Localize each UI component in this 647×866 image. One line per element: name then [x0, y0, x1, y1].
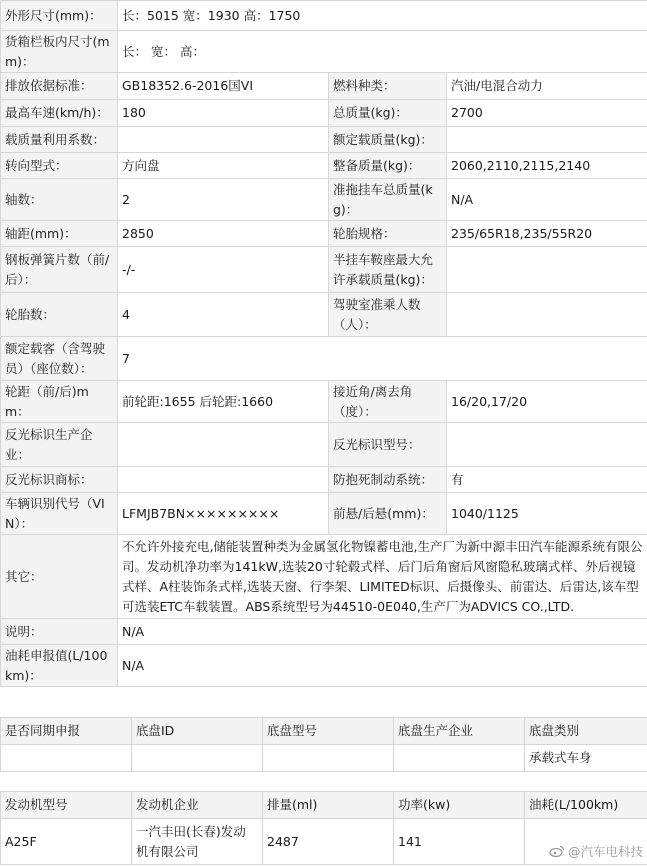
value-tire-count: 4: [118, 293, 329, 337]
chassis-table: [0, 717, 647, 772]
value-dimensions: 长：5015 宽：1930 高：1750: [118, 1, 647, 31]
label-steering: 转向型式：: [1, 153, 118, 179]
value-overhang: 1040/1125: [447, 493, 647, 535]
spec-row: [1, 247, 647, 293]
label-note: 说明：: [1, 619, 118, 645]
spec-row: [1, 179, 647, 221]
label-reflector-model: 反光标识型号：: [329, 423, 447, 467]
value-rated-load: [447, 127, 647, 153]
label-reflector-brand: 反光标识商标：: [1, 467, 118, 493]
value-emission: GB18352.6-2016国VI: [118, 73, 329, 100]
label-track: 轮距（前/后)mm：: [1, 381, 118, 423]
engine-header-displacement: 排量(ml): [263, 792, 394, 819]
engine-cell-maker: 一汽丰田(长春)发动机有限公司: [132, 819, 263, 865]
value-reflector-maker: [118, 423, 329, 467]
weibo-logo-icon: [549, 845, 565, 857]
value-fuel-type: 汽油/电混合动力: [447, 73, 647, 100]
value-trailer-mass: N/A: [447, 179, 647, 221]
value-track: 前轮距:1655 后轮距:1660: [118, 381, 329, 423]
label-overhang: 前悬/后悬(mm)：: [329, 493, 447, 535]
chassis-header-type: 底盘类别: [525, 718, 647, 745]
spec-row: [1, 153, 647, 179]
value-steering: 方向盘: [118, 153, 329, 179]
spec-row: [1, 127, 647, 153]
label-wheelbase: 轴距(mm)：: [1, 221, 118, 247]
label-approach-angle: 接近角/离去角（度）：: [329, 381, 447, 423]
value-fuel-consumption: N/A: [118, 645, 647, 687]
table-row: [1, 745, 647, 772]
spec-row: [1, 293, 647, 337]
spec-row: [1, 381, 647, 423]
engine-cell-power: 141: [394, 819, 525, 865]
value-cab-passengers: [447, 293, 647, 337]
label-vin: 车辆识别代号（VIN）：: [1, 493, 118, 535]
value-approach-angle: 16/20,17/20: [447, 381, 647, 423]
label-axles: 轴数：: [1, 179, 118, 221]
label-curb-mass: 整备质量(kg)：: [329, 153, 447, 179]
spec-row: [1, 493, 647, 535]
spec-row: [1, 73, 647, 100]
value-vin: LFMJB7BN×××××××××: [118, 493, 329, 535]
engine-header-row: [1, 792, 647, 819]
engine-header-maker: 发动机企业: [132, 792, 263, 819]
label-rated-load: 额定载质量(kg)：: [329, 127, 447, 153]
chassis-cell-model: [263, 745, 394, 772]
value-saddle-load: [447, 247, 647, 293]
spec-row: [1, 535, 647, 619]
label-seats: 额定载客（含驾驶员）（座位数）：: [1, 337, 118, 381]
engine-header-power: 功率(kw): [394, 792, 525, 819]
value-total-mass: 2700: [447, 100, 647, 127]
label-cargo-box: 货箱栏板内尺寸(mm)：: [1, 31, 118, 73]
value-seats: 7: [118, 337, 647, 381]
value-leaf-springs: -/-: [118, 247, 329, 293]
engine-header-model: 发动机型号: [1, 792, 132, 819]
value-max-speed: 180: [118, 100, 329, 127]
label-saddle-load: 半挂车鞍座最大允许承载质量(kg)：: [329, 247, 447, 293]
spec-row: [1, 645, 647, 687]
chassis-header-id: 底盘ID: [132, 718, 263, 745]
engine-cell-model: A25F: [1, 819, 132, 865]
label-dimensions: 外形尺寸(mm)：: [1, 1, 118, 31]
label-reflector-maker: 反光标识生产企业：: [1, 423, 118, 467]
engine-cell-displacement: 2487: [263, 819, 394, 865]
label-fuel-consumption: 油耗申报值(L/100km)：: [1, 645, 118, 687]
label-cab-passengers: 驾驶室准乘人数（人）：: [329, 293, 447, 337]
label-total-mass: 总质量(kg)：: [329, 100, 447, 127]
label-other: 其它：: [1, 535, 118, 619]
spec-row: [1, 1, 647, 31]
value-load-factor: [118, 127, 329, 153]
label-leaf-springs: 钢板弹簧片数（前/后）：: [1, 247, 118, 293]
chassis-header-maker: 底盘生产企业: [394, 718, 525, 745]
value-wheelbase: 2850: [118, 221, 329, 247]
value-other: 不允许外接充电,储能装置种类为金属氢化物镍蓄电池,生产厂为新中源丰田汽车能源系统有限公司。发动机净功率为141kW,选装20寸轮毂式样、后门后角窗后风窗隐私玻璃式样、外后视镜式样、A柱装饰条式样,选装天窗、行李架、LIMITED标识、后摄像头、前雷达、后雷达,该车型可选装ETC车载装置。ABS系统型号为44510-0E040,生产厂为ADVICS CO.,LTD.: [118, 535, 647, 619]
chassis-cell-sync: [1, 745, 132, 772]
chassis-header-sync: 是否同期申报: [1, 718, 132, 745]
value-tire-spec: 235/65R18,235/55R20: [447, 221, 647, 247]
label-emission: 排放依据标准：: [1, 73, 118, 100]
chassis-header-row: [1, 718, 647, 745]
value-cargo-box: 长： 宽： 高：: [118, 31, 647, 73]
label-tire-count: 轮胎数：: [1, 293, 118, 337]
label-abs: 防抱死制动系统：: [329, 467, 447, 493]
engine-header-consumption: 油耗(L/100km): [525, 792, 647, 819]
value-reflector-brand: [118, 467, 329, 493]
chassis-header-model: 底盘型号: [263, 718, 394, 745]
chassis-cell-maker: [394, 745, 525, 772]
value-reflector-model: [447, 423, 647, 467]
watermark: [549, 842, 643, 860]
label-trailer-mass: 准拖挂车总质量(kg)：: [329, 179, 447, 221]
label-tire-spec: 轮胎规格：: [329, 221, 447, 247]
spec-row: [1, 423, 647, 467]
spec-row: [1, 467, 647, 493]
spec-row: [1, 337, 647, 381]
chassis-cell-type: 承载式车身: [525, 745, 647, 772]
label-fuel-type: 燃料种类：: [329, 73, 447, 100]
spec-row: [1, 619, 647, 645]
spec-row: [1, 100, 647, 127]
value-note: N/A: [118, 619, 647, 645]
chassis-cell-id: [132, 745, 263, 772]
spec-row: [1, 31, 647, 73]
spec-row: [1, 221, 647, 247]
label-max-speed: 最高车速(km/h)：: [1, 100, 118, 127]
watermark-text: @汽车电科技: [567, 844, 643, 859]
label-load-factor: 载质量利用系数：: [1, 127, 118, 153]
value-axles: 2: [118, 179, 329, 221]
value-abs: 有: [447, 467, 647, 493]
value-curb-mass: 2060,2110,2115,2140: [447, 153, 647, 179]
